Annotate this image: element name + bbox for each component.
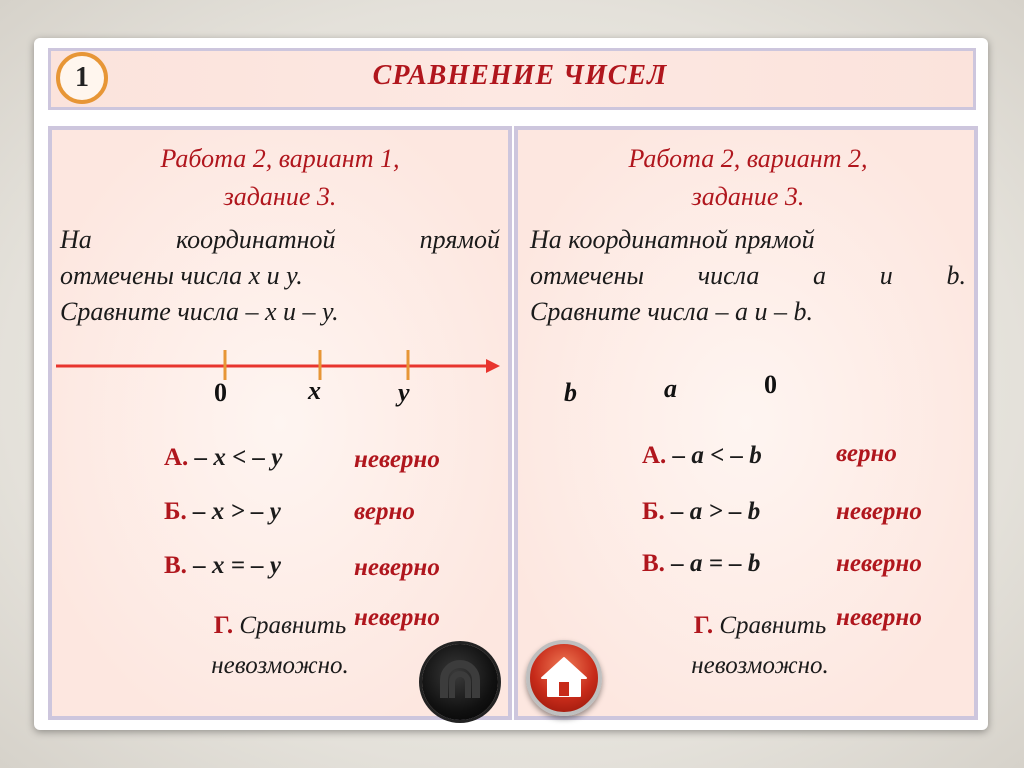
back-button[interactable]: [422, 644, 498, 720]
option-letter: В.: [642, 550, 665, 577]
right-option-b[interactable]: [642, 498, 760, 526]
option-letter: А.: [164, 444, 189, 471]
option-g-text2: невозможно.: [211, 652, 349, 679]
right-heading: [528, 140, 968, 216]
left-heading-line2: задание 3.: [223, 182, 337, 211]
option-g-text1: Сравнить: [713, 612, 827, 639]
slide-title: СРАВНЕНИЕ ЧИСЕЛ: [372, 60, 668, 91]
right-heading-line2: задание 3.: [691, 182, 805, 211]
left-task-line1: На координатной прямой: [60, 225, 500, 254]
left-task-line3: Сравните числа – x и – y.: [60, 297, 339, 326]
left-option-v[interactable]: [164, 552, 281, 580]
left-label-x: x: [308, 376, 321, 405]
left-heading-line1: Работа 2, вариант 1,: [160, 144, 400, 173]
right-option-v[interactable]: [642, 550, 760, 578]
right-verdict-a: верно: [836, 440, 897, 467]
option-expr: – a > – b: [664, 498, 761, 525]
option-letter: А.: [642, 442, 667, 469]
left-label-y: y: [398, 378, 410, 407]
left-verdict-v: неверно: [354, 554, 440, 581]
left-option-b[interactable]: [164, 498, 281, 526]
right-task-line1: На координатной прямой: [530, 225, 815, 254]
right-label-a: a: [664, 374, 677, 403]
right-verdict-v: неверно: [836, 550, 922, 577]
option-expr: – a < – b: [666, 442, 762, 469]
home-icon: [530, 644, 598, 712]
option-g-text1: Сравнить: [233, 612, 347, 639]
right-option-a[interactable]: [642, 442, 762, 470]
home-button[interactable]: [526, 640, 602, 716]
right-verdict-b: неверно: [836, 498, 922, 525]
option-letter: Б.: [164, 498, 187, 525]
right-label-0: 0: [764, 370, 777, 399]
right-verdict-g: неверно: [836, 604, 922, 631]
right-heading-line1: Работа 2, вариант 2,: [628, 144, 868, 173]
right-task-line3: Сравните числа – a и – b.: [530, 297, 813, 326]
left-option-a[interactable]: [164, 444, 282, 472]
option-g-text2: невозможно.: [691, 652, 829, 679]
option-expr: – x < – y: [188, 444, 283, 471]
option-expr: – x > – y: [186, 498, 281, 525]
right-task-line2: отмечены числа a и b.: [530, 261, 966, 290]
left-task-line2: отмечены числа x и y.: [60, 261, 303, 290]
left-axis-arrow: [486, 359, 500, 373]
slide-number-badge: 1: [56, 52, 108, 104]
left-verdict-g: неверно: [354, 604, 440, 631]
right-task: [530, 222, 966, 330]
left-verdict-a: неверно: [354, 446, 440, 473]
option-letter: Г.: [213, 612, 234, 639]
option-expr: – x = – y: [186, 552, 282, 579]
back-arrow-icon: [422, 644, 498, 720]
option-letter: Б.: [642, 498, 665, 525]
option-letter: В.: [164, 552, 187, 579]
option-expr: – a = – b: [664, 550, 761, 577]
option-letter: Г.: [693, 612, 714, 639]
right-label-b: b: [564, 378, 577, 407]
left-label-0: 0: [214, 378, 227, 407]
left-verdict-b: верно: [354, 498, 415, 525]
